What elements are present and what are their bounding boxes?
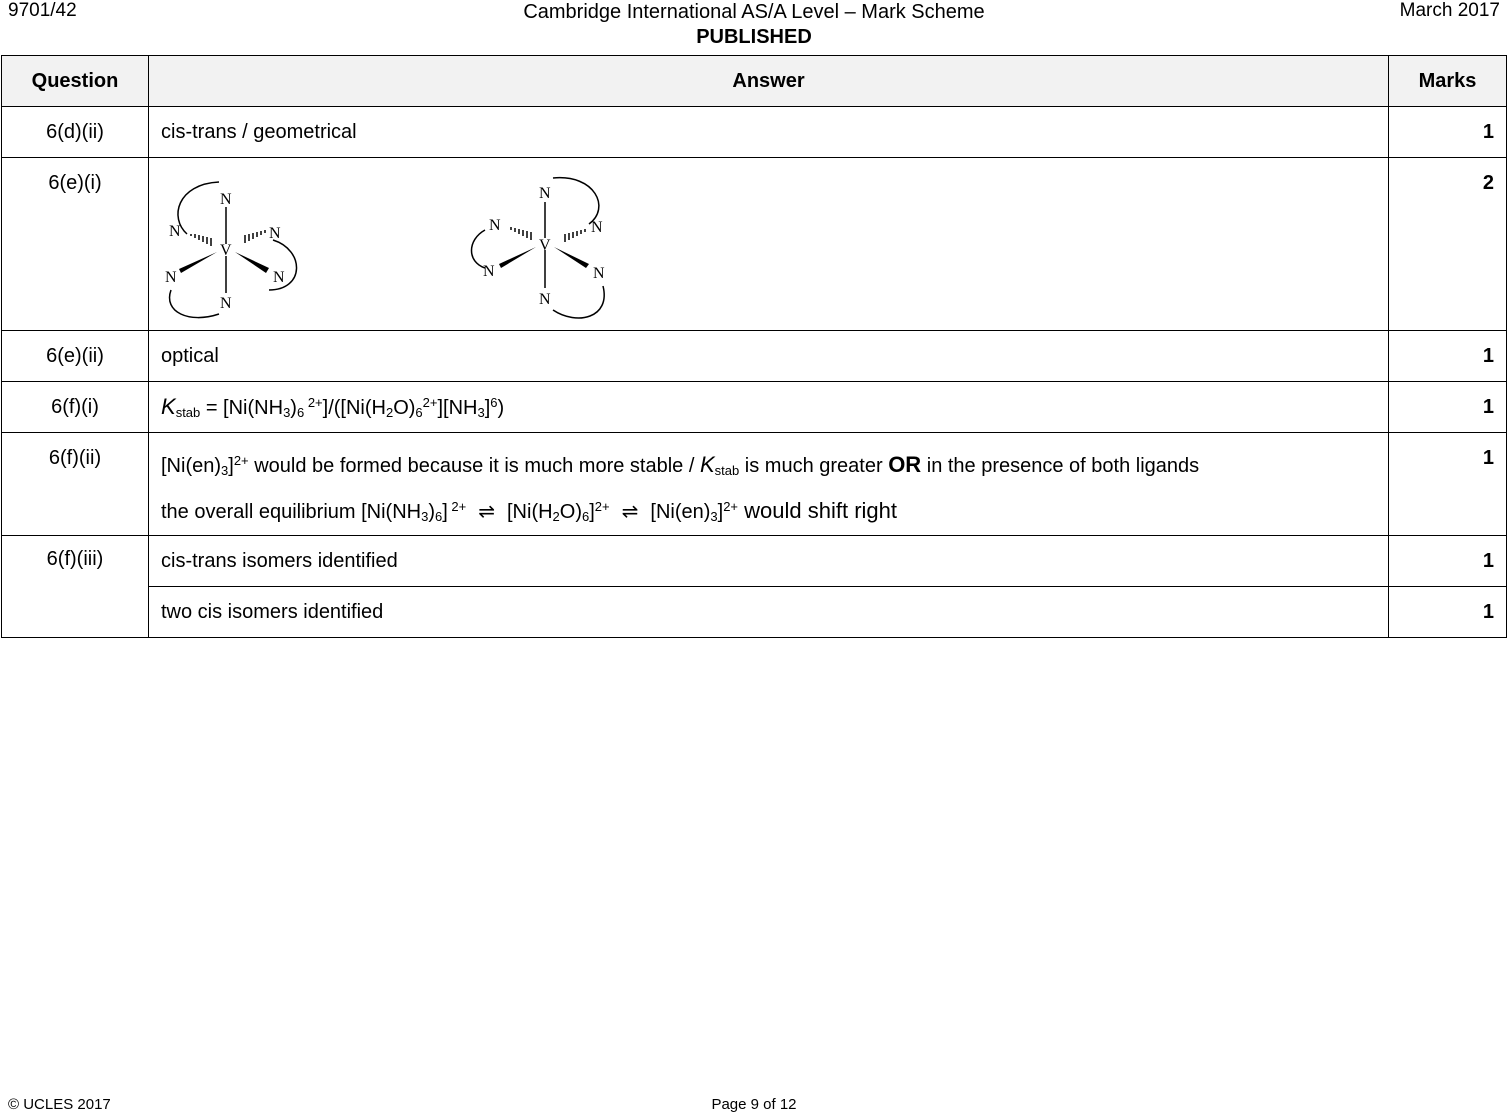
superscript: 2+ xyxy=(723,499,739,514)
equation-text: ] xyxy=(228,455,234,477)
superscript: 2+ xyxy=(594,499,610,514)
bidentate-arc xyxy=(553,178,599,224)
question-column-header: Question xyxy=(2,56,149,107)
vanadium-label: V xyxy=(220,242,232,259)
answer-cell xyxy=(149,433,1389,536)
bidentate-arc xyxy=(553,286,604,318)
isomer-structures-diagram xyxy=(149,158,649,330)
equilibrium-arrow: ⇌ xyxy=(478,501,495,523)
equation-text: = [Ni(NH xyxy=(200,397,284,419)
hashed-bond xyxy=(511,227,531,240)
wedge-bond xyxy=(235,252,269,273)
document-title: Cambridge International AS/A Level – Mark Scheme xyxy=(523,1,985,23)
nitrogen-label: N xyxy=(220,295,232,312)
nitrogen-label: N xyxy=(169,223,181,240)
table-row xyxy=(2,433,1507,536)
wedge-bond xyxy=(499,247,536,268)
equation-text: [Ni(H xyxy=(507,501,553,523)
table-row xyxy=(2,587,1507,638)
table-row xyxy=(2,158,1507,331)
marks-cell: 1 xyxy=(1389,433,1507,536)
question-cell: 6(e)(i) xyxy=(2,158,149,331)
subscript: 3 xyxy=(710,509,718,524)
equation-text: ] xyxy=(484,397,491,419)
table-header-row xyxy=(2,56,1507,107)
nitrogen-label: N xyxy=(165,269,177,286)
question-cell: 6(d)(ii) xyxy=(2,107,149,158)
page-number: Page 9 of 12 xyxy=(711,1096,797,1113)
nitrogen-label: N xyxy=(220,191,232,208)
bidentate-arc xyxy=(170,290,219,318)
table-row xyxy=(2,331,1507,382)
document-code: 9701/42 xyxy=(8,0,77,21)
bidentate-arc xyxy=(178,182,219,234)
question-cell: 6(f)(ii) xyxy=(2,433,149,536)
equation-text: O) xyxy=(393,397,416,419)
k-symbol: K xyxy=(699,452,715,477)
table-row xyxy=(2,382,1507,433)
subscript: 6 xyxy=(415,405,423,420)
answer-cell: two cis isomers identified xyxy=(149,587,1389,638)
answer-cell: cis-trans / geometrical xyxy=(149,107,1389,158)
question-cell: 6(e)(ii) xyxy=(2,331,149,382)
nitrogen-label: N xyxy=(273,269,285,286)
wedge-bond xyxy=(554,247,589,268)
nitrogen-label: N xyxy=(593,265,605,282)
nitrogen-label: N xyxy=(591,219,603,236)
or-keyword: OR xyxy=(888,452,922,477)
equation-text: ]/([Ni(H xyxy=(322,397,386,419)
answer-cell xyxy=(149,382,1389,433)
subscript: 6 xyxy=(582,509,590,524)
question-cell: 6(f)(iii) xyxy=(2,536,149,638)
subscript: 3 xyxy=(221,463,229,478)
answer-line xyxy=(161,489,1376,535)
subscript: 6 xyxy=(435,509,443,524)
equation-text: ) xyxy=(497,397,505,419)
copyright-notice: © UCLES 2017 xyxy=(8,1096,111,1113)
equation-text: ] xyxy=(589,501,595,523)
isomer-structure-left xyxy=(165,182,297,318)
subscript: 3 xyxy=(477,405,485,420)
document-date: March 2017 xyxy=(1399,0,1500,21)
subscript: 2 xyxy=(552,509,560,524)
hashed-bond xyxy=(191,234,211,246)
marks-cell: 2 xyxy=(1389,158,1507,331)
subscript: 3 xyxy=(421,509,429,524)
k-symbol: K xyxy=(161,394,176,419)
stab-subscript: stab xyxy=(175,405,201,420)
answer-text: is much greater xyxy=(739,455,889,477)
marks-cell: 1 xyxy=(1389,536,1507,587)
equation-text: ] xyxy=(442,501,448,523)
wedge-bond xyxy=(179,252,217,273)
nitrogen-label: N xyxy=(489,217,501,234)
answer-text: in the presence of both ligands xyxy=(921,455,1200,477)
equilibrium-arrow: ⇌ xyxy=(621,501,639,523)
table-row xyxy=(2,107,1507,158)
subscript: 6 xyxy=(296,405,305,420)
answer-line xyxy=(161,443,1376,489)
superscript: 2+ xyxy=(304,395,323,410)
answer-cell xyxy=(149,158,1389,331)
answer-cell: optical xyxy=(149,331,1389,382)
hashed-bond xyxy=(245,230,265,243)
table-row xyxy=(2,536,1507,587)
equation-text: O) xyxy=(559,501,582,523)
document-title-block xyxy=(0,0,1508,50)
equation-text: [Ni(en) xyxy=(650,501,711,523)
marks-cell: 1 xyxy=(1389,107,1507,158)
marks-column-header: Marks xyxy=(1389,56,1507,107)
marks-cell: 1 xyxy=(1389,382,1507,433)
hashed-bond xyxy=(565,229,585,242)
superscript: 2+ xyxy=(233,453,249,468)
nitrogen-label: N xyxy=(539,185,551,202)
subscript: 3 xyxy=(283,405,291,420)
marks-cell: 1 xyxy=(1389,331,1507,382)
answer-text: would shift right xyxy=(738,498,897,523)
nitrogen-label: N xyxy=(269,225,281,242)
equation-text: [Ni(en) xyxy=(161,455,222,477)
superscript: 2+ xyxy=(422,395,438,410)
nitrogen-label: N xyxy=(483,263,495,280)
superscript: 2+ xyxy=(447,499,467,514)
answer-column-header: Answer xyxy=(149,56,1389,107)
equation-text: ][NH xyxy=(437,397,478,419)
subscript: 2 xyxy=(385,405,394,420)
published-label: PUBLISHED xyxy=(696,26,812,48)
stab-subscript: stab xyxy=(714,463,740,478)
equation-text: ] xyxy=(717,501,724,523)
mark-scheme-table xyxy=(1,55,1507,638)
answer-cell: cis-trans isomers identified xyxy=(149,536,1389,587)
isomer-structure-right xyxy=(472,178,606,318)
equation-text: ) xyxy=(290,397,297,419)
marks-cell: 1 xyxy=(1389,587,1507,638)
equation-text: ) xyxy=(428,501,435,523)
vanadium-label: V xyxy=(539,237,551,254)
answer-text: would be formed because it is much more stable / xyxy=(248,455,700,477)
answer-text: the overall equilibrium [Ni(NH xyxy=(161,501,422,523)
question-cell: 6(f)(i) xyxy=(2,382,149,433)
nitrogen-label: N xyxy=(539,291,551,308)
superscript: 6 xyxy=(490,395,498,410)
